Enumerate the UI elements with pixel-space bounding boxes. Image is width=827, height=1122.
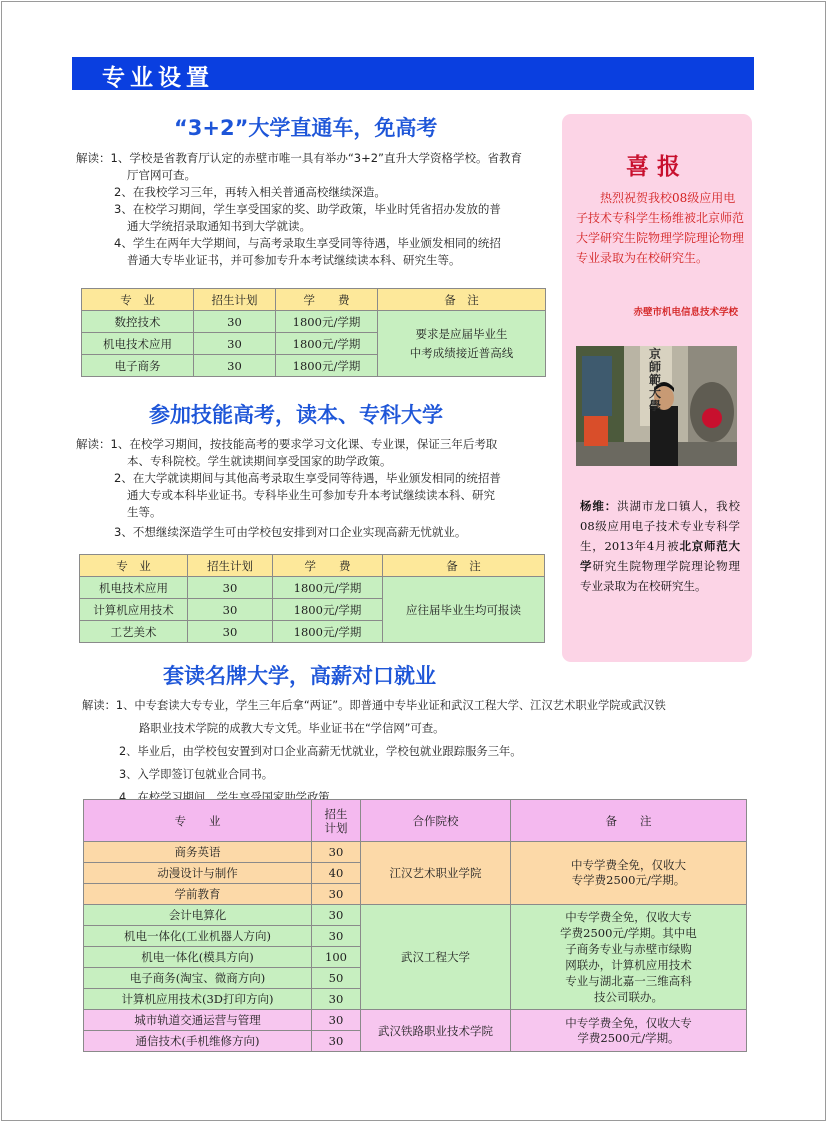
fee-cell: 1800元/学期 [276,333,378,355]
table-header [312,800,361,842]
plan-cell: 30 [312,842,361,863]
plan-cell: 30 [194,333,276,355]
text-line: 3、入学即签订包就业合同书。 [119,768,274,781]
section3-text [82,694,762,809]
story-text-b: 研究生院物理学院理论物理专业录取为在校研究生。 [580,559,740,593]
note-cell [511,905,747,1010]
text-line: 解读：1、学校是省教育厅认定的赤壁市唯一具有举办“3+2”直升大学资格学校。省教育 [76,151,522,165]
major-cell: 城市轨道交通运营与管理 [84,1010,312,1031]
text-line: 生等。 [127,505,162,519]
table-header: 专 业 [80,555,188,577]
fee-cell: 1800元/学期 [273,599,383,621]
story-text-a: 洪湖市龙口镇人，我校08级应用电子技术专业专科学生，2013年4月被 [580,499,740,553]
major-cell: 会计电算化 [84,905,312,926]
major-cell: 商务英语 [84,842,312,863]
text-line: 普通大专毕业证书，并可参加专升本考试继续读本科、研究生等。 [127,253,461,267]
major-cell: 机电技术应用 [80,577,188,599]
note-line: 专业与湖北嘉一三维高科 [565,974,692,988]
school-cell: 武汉工程大学 [361,905,511,1010]
fee-cell: 1800元/学期 [276,355,378,377]
plan-cell: 30 [312,989,361,1010]
text-line: 通大专或本科毕业证书。专科毕业生可参加专升本考试继续读本科、研究 [127,488,495,502]
section1-title: “3+2”大学直通车，免高考 [174,116,438,140]
school-name: 赤壁市机电信息技术学校 [633,307,738,318]
text-line: 4、在校学习期间，学生享受国家助学政策。 [119,791,341,804]
plan-cell: 30 [188,621,273,643]
table-row [84,905,747,926]
table-header: 学 费 [273,555,383,577]
note-line: 学费2500元/学期。其中电 [560,926,697,940]
section2-table [79,554,545,643]
table-header: 招生计划 [194,289,276,311]
table-header: 备 注 [511,800,747,842]
fee-cell: 1800元/学期 [273,577,383,599]
congrats-text: 热烈祝贺我校08级应用电子技术专科学生杨维被北京师范大学研究生院物理学院理论物理专业录取为在校研究生。 [576,191,745,265]
section1-text [76,150,556,269]
plan-cell: 30 [312,1010,361,1031]
plan-cell: 30 [188,577,273,599]
major-cell: 动漫设计与制作 [84,863,312,884]
table-header: 招生计划 [188,555,273,577]
fee-cell: 1800元/学期 [276,311,378,333]
section2-text [76,436,556,541]
note-cell [511,842,747,905]
story-bold: 北京师范大学 [580,539,740,573]
text-line: 3、不想继续深造学生可由学校包安排到对口企业实现高薪无忧就业。 [114,525,467,539]
section2-title: 参加技能高考，读本、专科大学 [149,403,443,427]
table-header: 专 业 [82,289,194,311]
note-line: 中专学费全免，仅收大专 [565,1015,692,1030]
major-cell: 电子商务 [82,355,194,377]
plan-cell: 30 [312,926,361,947]
text-line: 2、毕业后，由学校包安置到对口企业高薪无忧就业，学校包就业跟踪服务三年。 [119,745,522,758]
plan-cell: 100 [312,947,361,968]
note-line: 技公司联办。 [594,990,663,1004]
section3-table [83,799,747,1052]
note-line: 要求是应届毕业生 [415,326,508,341]
text-line: 通大学统招录取通知书到大学就读。 [127,219,311,233]
fee-cell: 1800元/学期 [273,621,383,643]
table-header: 备 注 [378,289,546,311]
major-cell: 计算机应用技术(3D打印方向) [84,989,312,1010]
text-line: 3、在校学习期间，学生享受国家的奖、助学政策，毕业时凭省招办发放的普 [114,202,501,216]
note-cell [511,1010,747,1052]
school-cell: 武汉铁路职业技术学院 [361,1010,511,1052]
school-cell: 江汉艺术职业学院 [361,842,511,905]
table-row [84,842,747,863]
table-row [84,1010,747,1031]
plan-cell: 30 [194,355,276,377]
text-line: 2、在我校学习三年，再转入相关普通高校继续深造。 [114,185,386,199]
title-banner [72,57,754,90]
major-cell: 机电技术应用 [82,333,194,355]
text-line: 2、在大学就读期间与其他高考录取生享受同等待遇，毕业颁发相同的统招普 [114,471,501,485]
plan-cell: 50 [312,968,361,989]
table-header: 专 业 [84,800,312,842]
note-line: 网联办，计算机应用技术 [565,958,692,972]
major-cell: 机电一体化(模具方向) [84,947,312,968]
major-cell: 机电一体化(工业机器人方向) [84,926,312,947]
table-header: 备 注 [383,555,545,577]
text-line: 路职业技术学院的成教大专文凭。毕业证书在“学信网”可查。 [139,722,445,735]
note-line: 中考成绩接近普高线 [409,345,514,360]
student-photo [576,346,737,466]
major-cell: 学前教育 [84,884,312,905]
banner-title: 专业设置 [102,65,214,91]
note-line: 中专学费全免，仅收大专 [565,910,692,924]
plan-cell: 30 [312,884,361,905]
plan-cell: 30 [188,599,273,621]
plan-cell: 40 [312,863,361,884]
note-line: 子商务专业与赤壁市绿购 [565,942,692,956]
major-cell: 数控技术 [82,311,194,333]
plan-cell: 30 [312,905,361,926]
table-header: 学 费 [276,289,378,311]
text-line: 解读：1、中专套读大专专业，学生三年后拿“两证”。即普通中专毕业证和武汉工程大学、江汉艺术职业学院或武汉铁 [82,699,666,712]
note-line: 专学费2500元/学期。 [571,873,686,887]
section3-title: 套读名牌大学，高薪对口就业 [163,664,436,688]
major-cell: 计算机应用技术 [80,599,188,621]
plan-cell: 30 [194,311,276,333]
table-header: 合作院校 [361,800,511,842]
note-line: 学费2500元/学期。 [577,1030,680,1045]
text-line: 解读：1、在校学习期间，按技能高考的要求学习文化课、专业课，保证三年后考取 [76,437,498,451]
major-cell: 工艺美术 [80,621,188,643]
table-row [80,577,545,599]
story-name: 杨维： [580,499,618,513]
note-line: 中专学费全免，仅收大 [571,858,686,872]
good-news-title: 喜报 [626,153,688,180]
plan-cell: 30 [312,1031,361,1052]
section1-table [81,288,546,377]
table-row [82,311,546,333]
text-line: 厅官网可查。 [127,168,196,182]
major-cell: 电子商务(淘宝、微商方向) [84,968,312,989]
plan-header-text: 招生计划 [324,806,348,835]
text-line: 本、专科院校。学生就读期间享受国家的助学政策。 [127,454,392,468]
photo-sign-text: 京師範大學 [649,347,662,413]
good-news-panel [562,114,752,662]
note-cell [378,311,546,377]
text-line: 4、学生在两年大学期间，与高考录取生享受同等待遇，毕业颁发相同的统招 [114,236,501,250]
major-cell: 通信技术(手机维修方向) [84,1031,312,1052]
note-cell: 应往届毕业生均可报读 [383,577,545,643]
student-story [580,496,740,596]
